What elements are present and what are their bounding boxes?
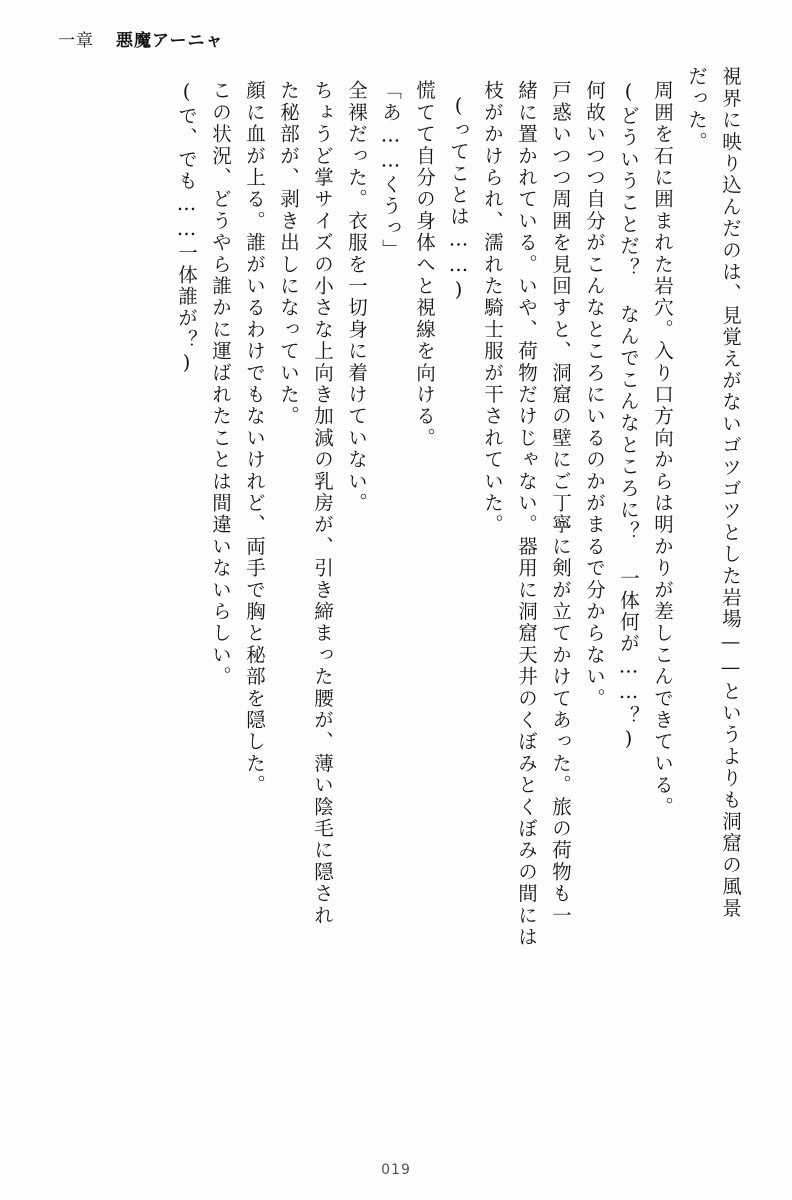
text-column: 周囲を石に囲まれた岩穴。入り口方向からは明かりが差しこんできている。 bbox=[651, 80, 674, 818]
text-column: この状況、どうやら誰かに運ばれたことは間違いないらしい。 bbox=[209, 80, 232, 688]
text-column: 視界に映り込んだのは、見覚えがないゴツゴツとした岩場——というよりも洞窟の風景 bbox=[719, 66, 742, 920]
vertical-text-body bbox=[52, 66, 740, 1126]
text-column: (で、でも……一体誰が？) bbox=[175, 80, 198, 377]
text-column: ちょうど掌サイズの小さな上向き加減の乳房が、引き締まった腰が、薄い陰毛に隠され bbox=[311, 80, 334, 927]
text-column: 全裸だった。衣服を一切身に着けていない。 bbox=[345, 80, 368, 514]
text-column: (ってことは……) bbox=[447, 94, 470, 304]
text-column: 戸惑いつつ周囲を見回すと、洞窟の壁にご丁寧に剣が立てかけてあった。旅の荷物も一 bbox=[549, 80, 572, 927]
running-header bbox=[58, 26, 224, 51]
text-column: 顔に血が上る。誰がいるわけでもないけれど、両手で胸と秘部を隠した。 bbox=[243, 80, 266, 797]
text-column: 「あ……くうっ」 bbox=[379, 80, 402, 261]
text-column: 慌てて自分の身体へと視線を向ける。 bbox=[413, 80, 436, 449]
text-column: 緒に置かれている。いや、荷物だけじゃない。器用に洞窟天井のくぼみとくぼみの間には bbox=[515, 80, 538, 948]
text-column: 枝がかけられ、濡れた騎士服が干されていた。 bbox=[481, 80, 504, 536]
text-column: 何故いつつ自分がこんなところにいるのかがまるで分からない。 bbox=[583, 80, 606, 710]
chapter-number: 一章 bbox=[58, 31, 94, 51]
text-column: (どういうことだ？ なんでこんなところに？ 一体何が……？) bbox=[617, 80, 640, 752]
text-column: た秘部が、剥き出しになっていた。 bbox=[277, 80, 300, 428]
text-column: だった。 bbox=[685, 66, 708, 153]
chapter-title: 悪魔アーニャ bbox=[116, 31, 224, 51]
page-number: 019 bbox=[381, 1162, 411, 1178]
